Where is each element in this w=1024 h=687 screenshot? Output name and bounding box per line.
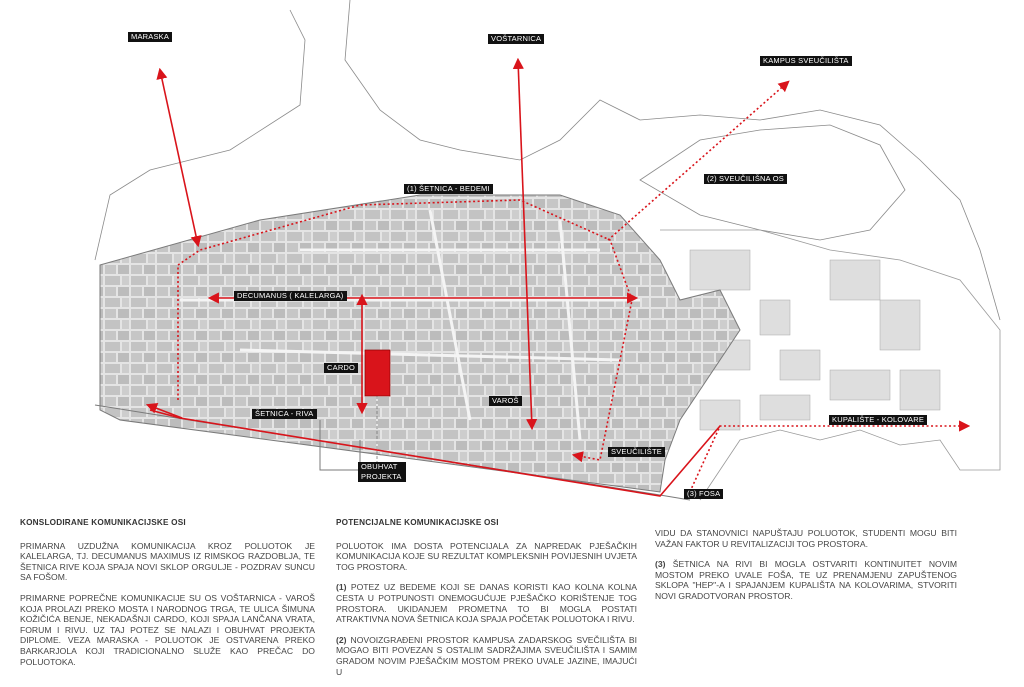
col3-paragraph-1: VIDU DA STANOVNICI NAPUŠTAJU POLUOTOK, STUDENTI MOGU BITI VAŽAN FAKTOR U REVITALIZACIJI TOG PROSTORA. — [655, 528, 957, 549]
label-decumanus: DECUMANUS ( KALELARGA) — [234, 291, 347, 301]
label-vostarnica: VOŠTARNICA — [488, 34, 544, 44]
col3-num-3: (3) — [655, 559, 666, 570]
col2-text-1: POTEZ UZ BEDEME KOJI SE DANAS KORISTI KAO KOLNA KOLNA CESTA U POTPUNOSTI ONEMOGUĆUJE PJEŠAČKO KORIŠTENJE TOG PROSTORA. UKIDANJEM PROMETNA TO BI MOGLA POSTATI ATRAKTIVNA NOVA ŠETNICA KOJA SPAJA POČETAK POLUOTOKA I RIVU. — [336, 582, 637, 625]
col2-paragraph-3 — [336, 635, 637, 677]
col2-num-1: (1) — [336, 582, 347, 593]
col2-paragraph-1: POLUOTOK IMA DOSTA POTENCIJALA ZA NAPREDAK PJEŠAČKIH KOMUNIKACIJA KOJE SU REZULTAT KOMPLEKSNIH POVIJESNIH UVJETA TOG PROSTORA. — [336, 540, 637, 572]
label-kampus: KAMPUS SVEUČILIŠTA — [760, 56, 852, 66]
col1-paragraph-1: PRIMARNA UZDUŽNA KOMUNIKACIJA KROZ POLUOTOK JE KALELARGA, TJ. DECUMANUS MAXIMUS IZ RIMSKOG RAZDOBLJA, TE ŠETNICA RIVE KOJA SPAJA NOVI SKLOP ORGULJE - POZDRAV SUNCU SA FOŠOM. — [20, 540, 315, 583]
col3-paragraph-2 — [655, 559, 957, 601]
col2-paragraph-2 — [336, 582, 637, 624]
col2-text-2: NOVOIZGRAĐENI PROSTOR KAMPUSA ZADARSKOG SVEČILIŠTA BI MOGAO BITI POVEZAN S OSTALIM SADRŽAJIMA SVEUČILIŠTA I SAMIM GRADOM NOVIM PJEŠAČKIM MOSTOM PREKO UVALE JAZINE, IMAJUĆI U — [336, 634, 637, 677]
col1-paragraph-2: PRIMARNE POPREČNE KOMUNIKACIJE SU OS VOŠTARNICA - VAROŠ KOJA PROLAZI PREKO MOSTA I NARODNOG TRGA, TE ULICA ŠIMUNA KOŽIČIĆA BENJE, NEKADAŠNJI CARDO, KOJI SPAJA LANČANA VRATA, FORUM I RIVU. UZ TAJ POTEZ SE NALAZI I OBUHVAT PROJEKTA DIPLOME. VEZA MARASKA - POLUOTOK JE OSTVARENA PREKO BARKARJOLA KOJI TRADICIONALNO SLUŽE KAO PREČAC DO POLUOTOKA. — [20, 592, 315, 667]
heading-konsolidirane: KONSLODIRANE KOMUNIKACIJSKE OSI — [20, 518, 186, 527]
label-maraska: MARASKA — [128, 32, 172, 42]
label-cardo: CARDO — [324, 363, 358, 373]
axis-kupaliste — [688, 426, 968, 496]
text-column-2 — [336, 518, 637, 687]
col2-num-2: (2) — [336, 634, 347, 645]
label-setnica-riva: ŠETNICA - RIVA — [252, 409, 317, 419]
label-varos: VAROŠ — [489, 396, 522, 406]
heading-potencijalne: POTENCIJALNE KOMUNIKACIJSKE OSI — [336, 518, 499, 527]
axis-maraska — [160, 70, 198, 245]
label-sveucilisna-os: (2) SVEUČILIŠNA OS — [704, 174, 787, 184]
project-area — [365, 350, 390, 396]
col3-text-3: ŠETNICA NA RIVI BI MOGLA OSTVARITI KONTINUITET NOVIM MOSTOM PREKO UVALE FOŠA, TE UZ PRENAMJENU ZAPUŠTENOG SKLOPA "HEP"-A I SPAJANJEM KUPALIŠTA NA KOLOVARIMA, STVORITI NOVI GRADOTVORAN PROSTOR. — [655, 559, 957, 601]
label-obuhvat: OBUHVAT PROJEKTA — [358, 462, 406, 482]
label-sveuciliste: SVEUČILIŠTE — [608, 447, 665, 457]
label-kupaliste: KUPALIŠTE - KOLOVARE — [829, 415, 927, 425]
text-column-1 — [20, 518, 315, 677]
text-column-3 — [655, 528, 957, 612]
label-setnica-bedemi: (1) ŠETNICA - BEDEMI — [404, 184, 493, 194]
axis-sveucilisna — [608, 82, 788, 240]
label-fosa: (3) FOSA — [684, 489, 723, 499]
